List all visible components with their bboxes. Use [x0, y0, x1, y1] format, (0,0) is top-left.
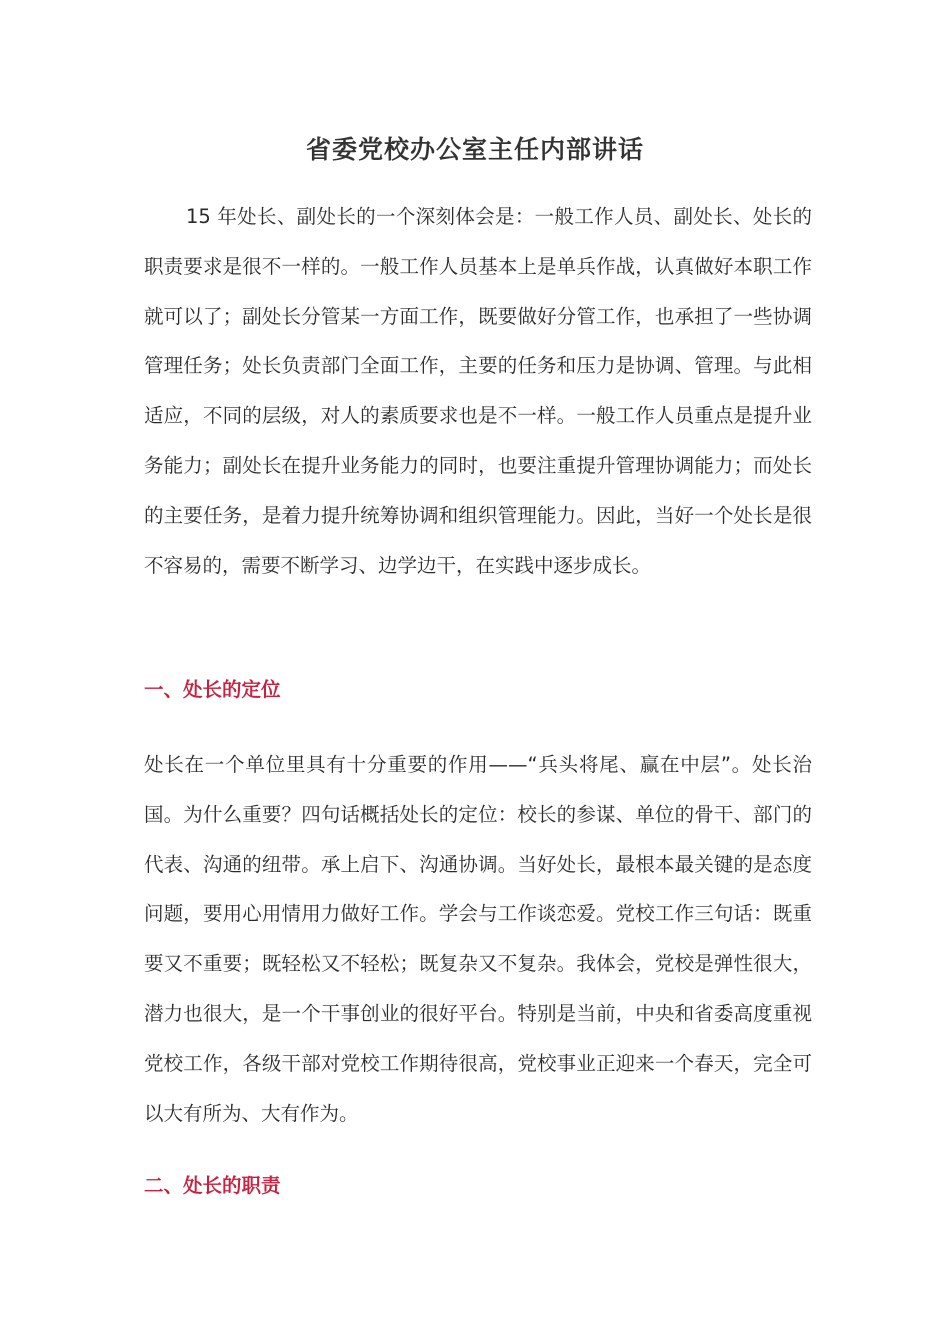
section-paragraph-positioning: 处长在一个单位里具有十分重要的作用——“兵头将尾、赢在中层”。处长治国。为什么重要？四句话概括处长的定位：校长的参谋、单位的骨干、部门的代表、沟通的纽带。承上启下、沟通协调。当好处长，最根本最关键的是态度问题，要用心用情用力做好工作。学会与工作谈恋爱。党校工作三句话：既重要又不重要；既轻松又不轻松；既复杂又不复杂。我体会，党校是弹性很大，潜力也很大，是一个干事创业的很好平台。特别是当前，中央和省委高度重视党校工作，各级干部对党校工作期待很高，党校事业正迎来一个春天，完全可以大有所为、大有作为。 [144, 753, 812, 1125]
section-heading-positioning: 一、处长的定位 [144, 678, 281, 701]
section-heading-duties: 二、处长的职责 [144, 1174, 281, 1197]
intro-paragraph: 15 年处长、副处长的一个深刻体会是：一般工作人员、副处长、处长的职责要求是很不一样的。一般工作人员基本上是单兵作战，认真做好本职工作就可以了；副处长分管某一方面工作，既要做好分管工作，也承担了一些协调管理任务；处长负责部门全面工作，主要的任务和压力是协调、管理。与此相适应，不同的层级，对人的素质要求也是不一样。一般工作人员重点是提升业务能力；副处长在提升业务能力的同时，也要注重提升管理协调能力；而处长的主要任务，是着力提升统筹协调和组织管理能力。因此，当好一个处长是很不容易的，需要不断学习、边学边干，在实践中逐步成长。 [144, 205, 812, 577]
document-title: 省委党校办公室主任内部讲话 [305, 135, 644, 164]
